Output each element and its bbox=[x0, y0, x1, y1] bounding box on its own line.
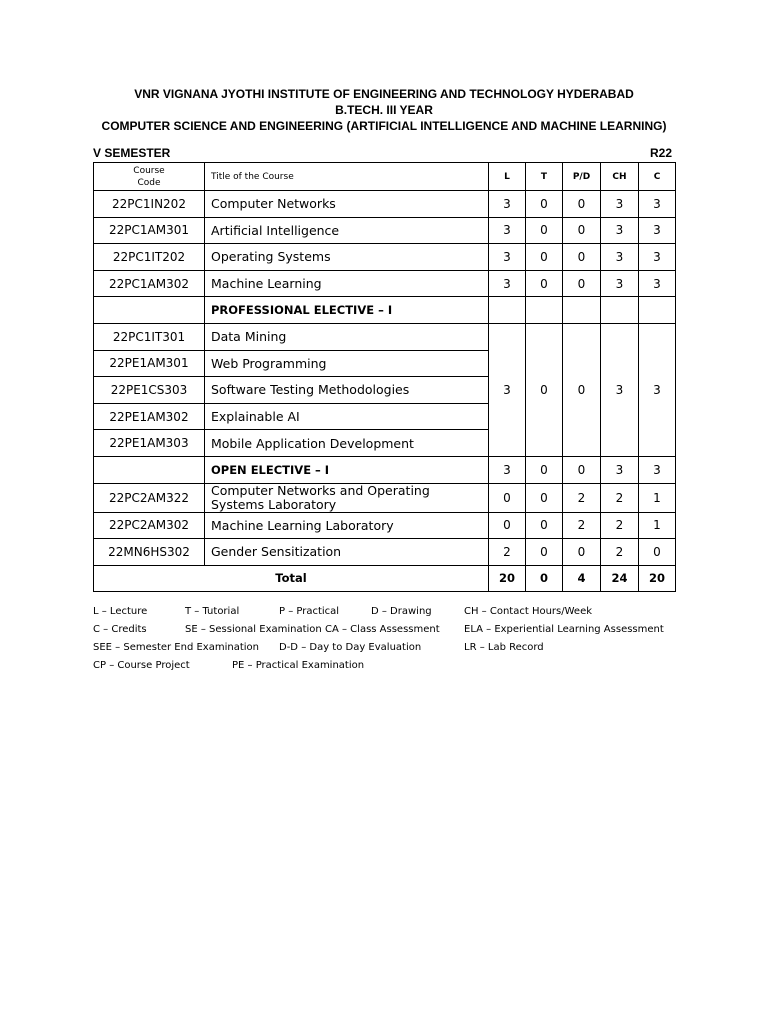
cell-pd: 0 bbox=[563, 244, 601, 271]
cell-c: 3 bbox=[639, 191, 676, 218]
regulation-label: R22 bbox=[649, 146, 672, 160]
table-row bbox=[94, 323, 676, 350]
institute-name: VNR VIGNANA JYOTHI INSTITUTE OF ENGINEERING AND TECHNOLOGY HYDERABAD bbox=[134, 87, 634, 101]
legend-item: C – Credits bbox=[93, 624, 147, 635]
legend-item: L – Lecture bbox=[93, 606, 148, 617]
legend-item: ELA – Experiential Learning Assessment bbox=[464, 624, 664, 635]
header-title: Title of the Course bbox=[205, 163, 489, 191]
cell-c: 3 bbox=[639, 456, 676, 483]
course-title: Artificial Intelligence bbox=[205, 217, 489, 244]
table-header-row bbox=[94, 163, 676, 191]
cell-t: 0 bbox=[526, 483, 563, 512]
cell-t: 0 bbox=[526, 244, 563, 271]
cell-pd: 2 bbox=[563, 512, 601, 539]
cell-c: 1 bbox=[639, 483, 676, 512]
empty-cell bbox=[94, 456, 205, 483]
cell-l: 3 bbox=[489, 244, 526, 271]
course-code: 22PC1IT202 bbox=[94, 244, 205, 271]
cell-l: 3 bbox=[489, 456, 526, 483]
legend-item: D-D – Day to Day Evaluation bbox=[279, 642, 422, 653]
header-t: T bbox=[526, 163, 563, 191]
professional-elective-heading: PROFESSIONAL ELECTIVE – I bbox=[205, 297, 489, 324]
cell-ch: 3 bbox=[601, 217, 639, 244]
header-ch: CH bbox=[601, 163, 639, 191]
cell-t: 0 bbox=[526, 217, 563, 244]
cell-l: 3 bbox=[489, 217, 526, 244]
course-code: 22PE1AM301 bbox=[94, 350, 205, 377]
cell-l: 0 bbox=[489, 483, 526, 512]
legend-line bbox=[93, 624, 693, 642]
course-code: 22PC1IT301 bbox=[94, 323, 205, 350]
legend-line bbox=[93, 642, 693, 660]
table-row bbox=[94, 270, 676, 297]
course-code: 22PE1AM302 bbox=[94, 403, 205, 430]
elective-cell-c: 3 bbox=[639, 323, 676, 456]
legend-item: SEE – Semester End Examination bbox=[93, 642, 259, 653]
course-code: 22PC1AM301 bbox=[94, 217, 205, 244]
legend-item: LR – Lab Record bbox=[464, 642, 544, 653]
empty-cell bbox=[563, 297, 601, 324]
cell-pd: 2 bbox=[563, 483, 601, 512]
legend-line bbox=[93, 606, 693, 624]
course-table bbox=[93, 162, 676, 592]
cell-t: 0 bbox=[526, 539, 563, 566]
semester-line bbox=[93, 146, 672, 162]
empty-cell bbox=[601, 297, 639, 324]
cell-ch: 3 bbox=[601, 270, 639, 297]
legend-line bbox=[93, 660, 693, 678]
cell-ch: 2 bbox=[601, 539, 639, 566]
department-name: COMPUTER SCIENCE AND ENGINEERING (ARTIFICIAL INTELLIGENCE AND MACHINE LEARNING) bbox=[101, 119, 667, 133]
total-c: 20 bbox=[639, 565, 676, 591]
legend-item: CH – Contact Hours/Week bbox=[464, 606, 593, 617]
cell-c: 3 bbox=[639, 270, 676, 297]
course-code: 22PC2AM322 bbox=[94, 483, 205, 512]
header-pd: P/D bbox=[563, 163, 601, 191]
legend-item: P – Practical bbox=[279, 606, 340, 617]
table-row bbox=[94, 191, 676, 218]
course-title: Computer Networks and Operating Systems Laboratory bbox=[205, 483, 489, 512]
cell-l: 2 bbox=[489, 539, 526, 566]
cell-t: 0 bbox=[526, 512, 563, 539]
total-label: Total bbox=[94, 565, 489, 591]
empty-cell bbox=[94, 297, 205, 324]
cell-l: 3 bbox=[489, 191, 526, 218]
table-row bbox=[94, 539, 676, 566]
course-title: Data Mining bbox=[205, 323, 489, 350]
open-elective-row bbox=[94, 456, 676, 483]
elective-cell-l: 3 bbox=[489, 323, 526, 456]
cell-t: 0 bbox=[526, 270, 563, 297]
cell-ch: 3 bbox=[601, 456, 639, 483]
cell-pd: 0 bbox=[563, 456, 601, 483]
cell-pd: 0 bbox=[563, 191, 601, 218]
cell-l: 3 bbox=[489, 270, 526, 297]
total-l: 20 bbox=[489, 565, 526, 591]
legend-item: T – Tutorial bbox=[185, 606, 240, 617]
elective-cell-t: 0 bbox=[526, 323, 563, 456]
course-title: Gender Sensitization bbox=[205, 539, 489, 566]
document-header bbox=[0, 86, 768, 134]
table-row bbox=[94, 512, 676, 539]
cell-ch: 2 bbox=[601, 483, 639, 512]
cell-pd: 0 bbox=[563, 217, 601, 244]
cell-c: 3 bbox=[639, 217, 676, 244]
course-code: 22PC1IN202 bbox=[94, 191, 205, 218]
elective-cell-pd: 0 bbox=[563, 323, 601, 456]
legend-item: D – Drawing bbox=[371, 606, 432, 617]
course-title: Operating Systems bbox=[205, 244, 489, 271]
elective-heading-row bbox=[94, 297, 676, 324]
course-code: 22PE1CS303 bbox=[94, 377, 205, 404]
legend-item: CP – Course Project bbox=[93, 660, 190, 671]
total-pd: 4 bbox=[563, 565, 601, 591]
course-code: 22MN6HS302 bbox=[94, 539, 205, 566]
course-title: Machine Learning Laboratory bbox=[205, 512, 489, 539]
empty-cell bbox=[526, 297, 563, 324]
legend-item: PE – Practical Examination bbox=[232, 660, 365, 671]
elective-cell-ch: 3 bbox=[601, 323, 639, 456]
course-code: 22PE1AM303 bbox=[94, 430, 205, 457]
course-title: Web Programming bbox=[205, 350, 489, 377]
course-title: Software Testing Methodologies bbox=[205, 377, 489, 404]
open-elective-heading: OPEN ELECTIVE – I bbox=[205, 456, 489, 483]
cell-t: 0 bbox=[526, 456, 563, 483]
course-title: Machine Learning bbox=[205, 270, 489, 297]
empty-cell bbox=[489, 297, 526, 324]
header-course-code: Course Code bbox=[94, 163, 205, 191]
course-title: Explainable AI bbox=[205, 403, 489, 430]
table-row bbox=[94, 483, 676, 512]
cell-c: 3 bbox=[639, 244, 676, 271]
legend-item: CA – Class Assessment bbox=[325, 624, 440, 635]
legend-item: SE – Sessional Examination bbox=[185, 624, 322, 635]
program-year: B.TECH. III YEAR bbox=[335, 103, 433, 117]
header-l: L bbox=[489, 163, 526, 191]
semester-label: V SEMESTER bbox=[93, 146, 171, 160]
cell-t: 0 bbox=[526, 191, 563, 218]
cell-ch: 2 bbox=[601, 512, 639, 539]
cell-c: 1 bbox=[639, 512, 676, 539]
cell-l: 0 bbox=[489, 512, 526, 539]
course-title: Computer Networks bbox=[205, 191, 489, 218]
cell-pd: 0 bbox=[563, 539, 601, 566]
cell-ch: 3 bbox=[601, 244, 639, 271]
header-c: C bbox=[639, 163, 676, 191]
cell-pd: 0 bbox=[563, 270, 601, 297]
total-row bbox=[94, 565, 676, 591]
total-ch: 24 bbox=[601, 565, 639, 591]
total-t: 0 bbox=[526, 565, 563, 591]
cell-c: 0 bbox=[639, 539, 676, 566]
table-row bbox=[94, 244, 676, 271]
course-code: 22PC1AM302 bbox=[94, 270, 205, 297]
empty-cell bbox=[639, 297, 676, 324]
abbreviation-legend bbox=[93, 606, 693, 678]
course-code: 22PC2AM302 bbox=[94, 512, 205, 539]
table-row bbox=[94, 217, 676, 244]
cell-ch: 3 bbox=[601, 191, 639, 218]
course-title: Mobile Application Development bbox=[205, 430, 489, 457]
